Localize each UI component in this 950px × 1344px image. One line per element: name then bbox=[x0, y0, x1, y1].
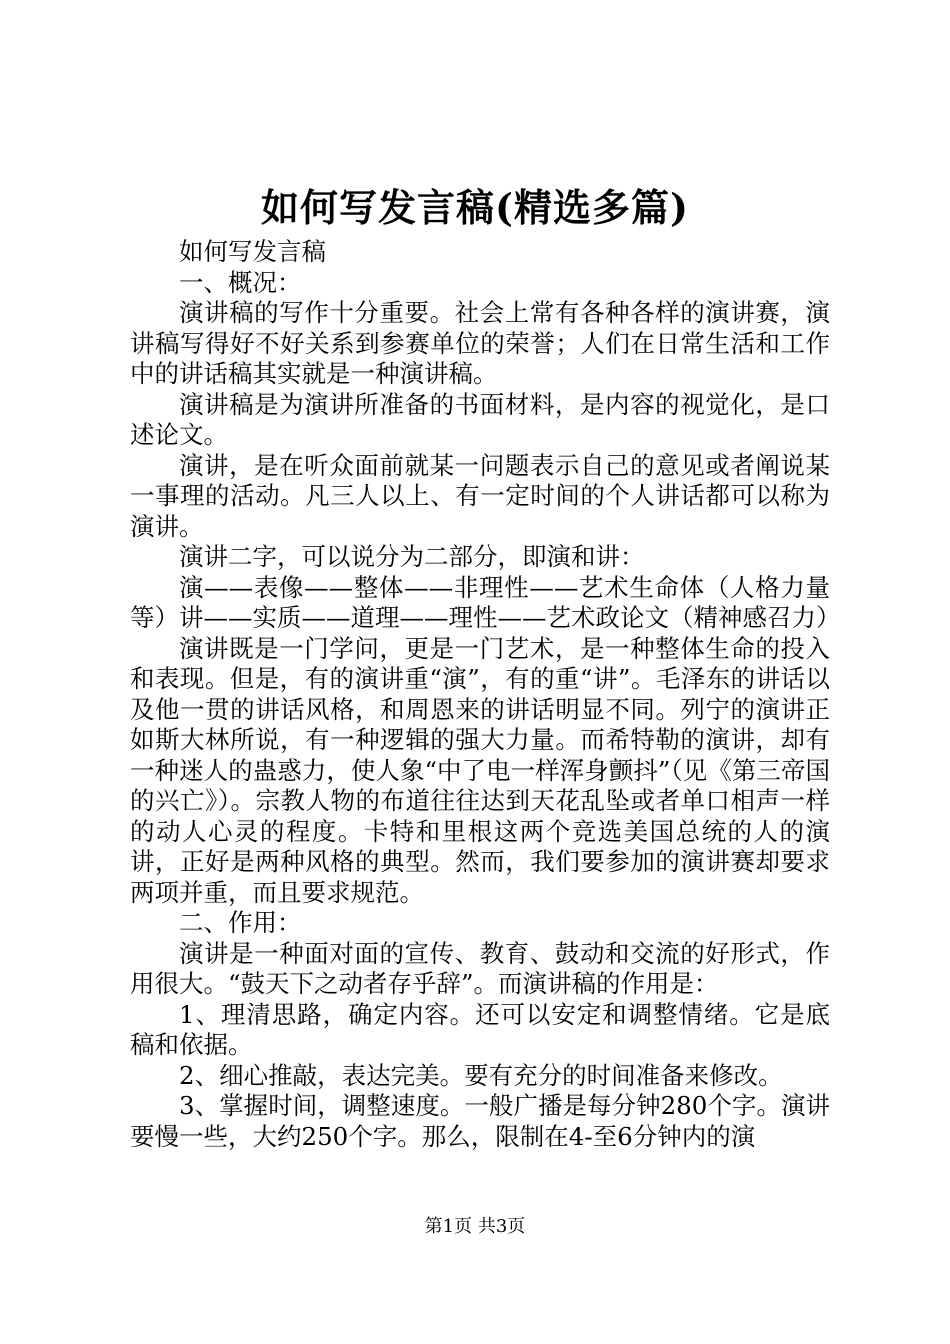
paragraph: 演讲二字，可以说分为二部分，即演和讲： bbox=[179, 542, 645, 571]
paragraph: 演讲稿是为演讲所准备的书面材料，是内容的视觉化，是口述论文。 bbox=[130, 389, 830, 449]
list-item: 3、掌握时间，调整速度。一般广播是每分钟280个字。演讲要慢一些，大约250个字。那么，限制在4-至6分钟内的演 bbox=[130, 1091, 830, 1151]
document-body bbox=[130, 237, 841, 1152]
document-title: 如何写发言稿(精选多篇) bbox=[261, 185, 689, 230]
paragraph-section-heading: 二、作用： bbox=[179, 908, 302, 937]
paragraph: 演讲稿的写作十分重要。社会上常有各种各样的演讲赛，演讲稿写得好不好关系到参赛单位的荣誉；人们在日常生活和工作中的讲话稿其实就是一种演讲稿。 bbox=[130, 298, 830, 388]
paragraph: 演讲既是一门学问，更是一门艺术，是一种整体生命的投入和表现。但是，有的演讲重“演”，有的重“讲”。毛泽东的讲话以及他一贯的讲话风格，和周恩来的讲话明显不同。列宁的演讲正如斯大林所说，有一种逻辑的强大力量。而希特勒的演讲，却有一种迷人的蛊惑力，使人象“中了电一样浑身颤抖”（见《第三帝国的兴亡》）。宗教人物的布道往往达到天花乱坠或者单口相声一样的动人心灵的程度。卡特和里根这两个竞选美国总统的人的演讲，正好是两种风格的典型。然而，我们要参加的演讲赛却要求两项并重，而且要求规范。 bbox=[130, 633, 830, 907]
list-item: 1、理清思路，确定内容。还可以安定和调整情绪。它是底稿和依据。 bbox=[130, 999, 830, 1059]
list-item: 2、细心推敲，表达完美。要有充分的时间准备来修改。 bbox=[179, 1060, 783, 1090]
paragraph: 演——表像——整体——非理性——艺术生命体（人格力量等）讲——实质——道理——理性——艺术政论文（精神感召力） bbox=[130, 572, 841, 632]
page-footer: 第1页 共3页 bbox=[424, 1216, 526, 1237]
paragraph-section-heading: 一、概况： bbox=[179, 267, 302, 297]
paragraph: 演讲是一种面对面的宣传、教育、鼓动和交流的好形式，作用很大。“鼓天下之动者存乎辞”。而演讲稿的作用是： bbox=[130, 938, 830, 998]
paragraph: 演讲，是在听众面前就某一问题表示自己的意见或者阐说某一事理的活动。凡三人以上、有一定时间的个人讲话都可以称为演讲。 bbox=[130, 450, 830, 541]
paragraph-subtitle: 如何写发言稿 bbox=[179, 237, 326, 266]
